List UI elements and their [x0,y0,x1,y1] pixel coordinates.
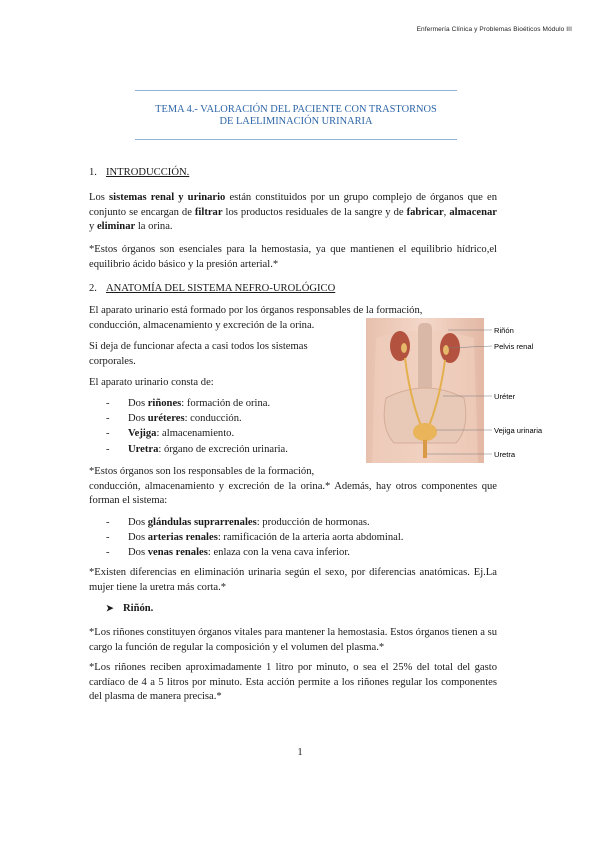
anatomy-paragraph-3-text: El aparato urinario consta de: [89,377,214,388]
page-title [135,104,457,128]
section-number: 2. [89,283,97,294]
bold-term: riñones [147,398,182,409]
text-line: El aparato urinario está formado por los órganos responsables de la formación, [89,305,423,316]
list-item [106,411,366,426]
text-line: *Estos órganos son los responsables de la formación, [89,466,315,477]
bold-term: glándulas suprarrenales [147,517,257,528]
text-span: Dos [128,532,148,544]
text-line: conducción, almacenamiento y excreción de la orina. [89,319,315,331]
bold-term: uréteres [147,413,185,425]
section-heading-intro [89,167,189,178]
kidney-subheading [106,603,153,614]
intro-paragraph-2-text: *Estos órganos son esenciales para la hemostasia, ya que mantienen el equilibrio hídrico,el equilibrio ácido básico y la presión arterial.* [89,244,497,270]
bold-term: Uretra [128,443,159,455]
right-renal-pelvis [443,345,449,355]
text-line: Si deja de funcionar afecta a casi todos los sistemas [89,341,308,352]
left-renal-pelvis [401,343,407,353]
section-heading-anatomy [89,283,335,294]
kidney-subheading-text: Riñón. [123,603,154,614]
page-title-line1: TEMA 4.- VALORACIÓN DEL PACIENTE CON TRASTORNOS [155,104,437,115]
text-span: Dos [128,398,148,409]
kidney-paragraph-2 [89,661,497,705]
list-item [106,396,366,411]
kidney-paragraph-2-text: *Los riñones reciben aproximadamente 1 litro por minuto, o sea el 25% del total del gasto cardíaco de 4 a 5 litros por minuto. Esta acción permite a los riñones regular los componentes del plasma de manera precisa.* [89,662,497,702]
left-kidney [390,331,410,361]
text-span: Dos [128,517,148,528]
text-span: , [443,206,450,218]
anatomy-paragraph-4 [89,465,497,509]
list-item [106,442,366,457]
text-span: : almacenamiento. [156,428,235,440]
bold-term: fabricar [406,206,444,218]
anatomy-paragraph-5 [89,566,497,595]
urinary-components-list [106,396,366,457]
section-heading-text: ANATOMÍA DEL SISTEMA NEFRO-UROLÓGICO [106,283,336,294]
text-span: están constituidos por un grupo complejo de órganos que en conjunto se encargan de [89,192,497,218]
bladder [413,423,437,441]
bold-term: venas renales [147,547,208,559]
section-number: 1. [89,167,97,178]
kidney-paragraph-1 [89,626,497,655]
urinary-system-figure [366,318,556,463]
anatomy-paragraph-5-text: *Existen diferencias en eliminación urinaria según el sexo, por diferencias anatómicas. Ej.La mujer tiene la uretra más corta.* [89,567,497,593]
bold-term: eliminar [96,221,136,232]
text-span: : ramificación de la arteria aorta abdominal. [217,532,404,544]
text-line: corporales. [89,355,136,367]
anatomy-paragraph-2 [89,340,349,369]
text-span: la orina. [135,221,173,232]
figure-label-bladder: Vejiga urinaria [494,426,543,435]
list-dash: - [106,413,110,425]
list-item [106,515,501,530]
page-number: 1 [297,747,303,758]
list-item [106,426,366,441]
list-dash: - [106,517,110,528]
list-dash: - [106,398,110,409]
kidney-paragraph-1-text: *Los riñones constituyen órganos vitales para mantener la hemostasia. Estos órganos tienen a su cargo la función de regular la composición y el volumen del plasma.* [89,627,497,653]
text-span: : enlaza con la vena cava inferior. [207,547,350,559]
figure-label-kidney: Riñón [494,326,514,335]
bold-term: sistemas renal y urinario [109,192,226,203]
list-item [106,530,501,545]
text-span: : formación de orina. [181,398,271,409]
list-dash: - [106,428,110,440]
text-span: Los [89,192,110,203]
arrow-bullet-icon: ➤ [106,603,114,613]
figure-label-ureter: Uréter [494,392,516,401]
urethra [423,440,427,458]
bold-term: Vejiga [128,428,157,440]
list-dash: - [106,443,110,455]
section-heading-text: INTRODUCCIÓN. [106,167,190,178]
text-span: : producción de hormonas. [256,517,370,528]
intro-paragraph-1 [89,191,497,235]
page-title-line2: DE LAELIMINACIÓN URINARIA [219,116,373,127]
title-top-rule [135,90,457,91]
figure-label-urethra: Uretra [494,450,516,459]
intro-paragraph-2 [89,243,497,272]
urinary-system-illustration [366,318,556,463]
text-span: los productos residuales de la sangre y de [222,206,407,218]
list-dash: - [106,532,110,544]
text-line: conducción, almacenamiento y excreción de la orina.* Además, hay otros componentes que forman el sistema: [89,480,497,506]
text-span: y [89,221,97,232]
text-span: : conducción. [184,413,242,425]
title-bottom-rule [135,139,457,140]
list-dash: - [106,547,110,559]
other-components-list [106,515,501,561]
list-item [106,545,501,560]
figure-label-renal-pelvis: Pelvis renal [494,342,534,351]
running-header: Enfermería Clínica y Problemas Bioéticos Módulo III [416,26,572,33]
text-span: Dos [128,413,148,425]
anatomy-paragraph-3 [89,376,349,391]
bold-term: arterias renales [147,532,218,544]
bold-term: almacenar [449,206,497,218]
text-span: : órgano de excreción urinaria. [158,443,288,455]
bold-term: filtrar [194,206,223,218]
text-span: Dos [128,547,148,559]
